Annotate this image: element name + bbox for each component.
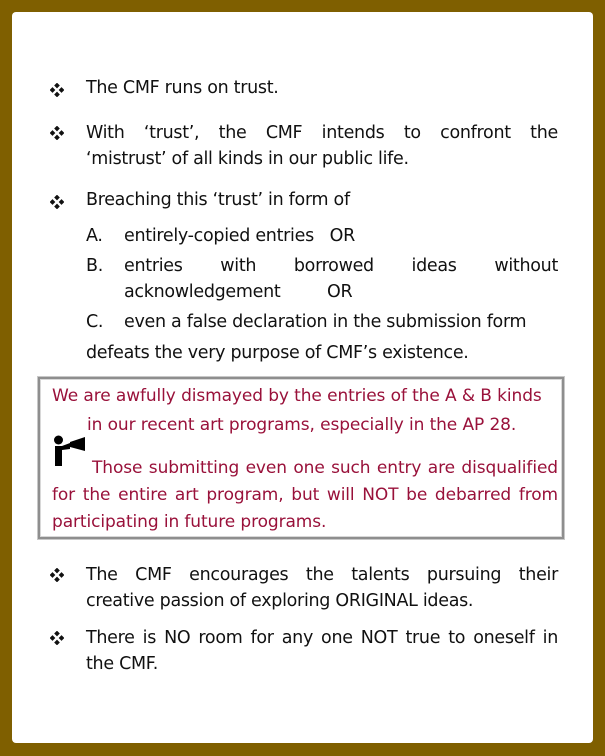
item-c-marker: C. — [86, 312, 104, 332]
notice-line-3: Those submitting even one such entry are disqualified — [92, 458, 558, 478]
notice-line-2: in our recent art programs, especially in the AP 28. — [87, 415, 517, 435]
notice-box — [38, 377, 564, 539]
bullet-text-3: Breaching this ‘trust’ in form of — [86, 190, 350, 210]
bullet-text-1: The CMF runs on trust. — [86, 78, 279, 98]
item-b-text-line-1: entries with borrowed ideas without — [124, 256, 558, 276]
item-c-text: even a false declaration in the submission form — [124, 312, 527, 332]
item-a-marker: A. — [86, 226, 103, 246]
conclusion-text: defeats the very purpose of CMF’s existence. — [86, 343, 469, 363]
bullet-5-line-1: There is NO room for any one NOT true to oneself in — [86, 628, 558, 648]
four-diamond-bullet-icon — [50, 568, 64, 582]
bullet-2-line-1: With ‘trust’, the CMF intends to confront the — [86, 123, 558, 143]
bullet-text-5 — [86, 625, 558, 677]
bullet-4-line-1: The CMF encourages the talents pursuing their — [86, 565, 558, 585]
notice-line-4: for the entire art program, but will NOT be debarred from — [52, 485, 558, 505]
four-diamond-bullet-icon — [50, 83, 64, 97]
notice-line-5: participating in future programs. — [52, 512, 327, 532]
four-diamond-bullet-icon — [50, 631, 64, 645]
bullet-text-2 — [86, 120, 558, 172]
notice-line-1: We are awfully dismayed by the entries of the A & B kinds — [52, 386, 542, 406]
bullet-5-line-2: the CMF. — [86, 654, 159, 674]
four-diamond-bullet-icon — [50, 195, 64, 209]
item-b-text-line-2a: acknowledgement — [124, 282, 281, 302]
item-a-text: entirely-copied entries OR — [124, 226, 356, 246]
bullet-4-line-2: creative passion of exploring ORIGINAL ideas. — [86, 591, 474, 611]
megaphone-person-icon — [53, 435, 87, 467]
item-b-marker: B. — [86, 256, 103, 276]
bullet-text-4 — [86, 562, 558, 614]
four-diamond-bullet-icon — [50, 126, 64, 140]
document-page — [12, 12, 593, 743]
item-b-text-line-2b: OR — [327, 282, 353, 302]
bullet-2-line-2: ‘mistrust’ of all kinds in our public life. — [86, 149, 409, 169]
